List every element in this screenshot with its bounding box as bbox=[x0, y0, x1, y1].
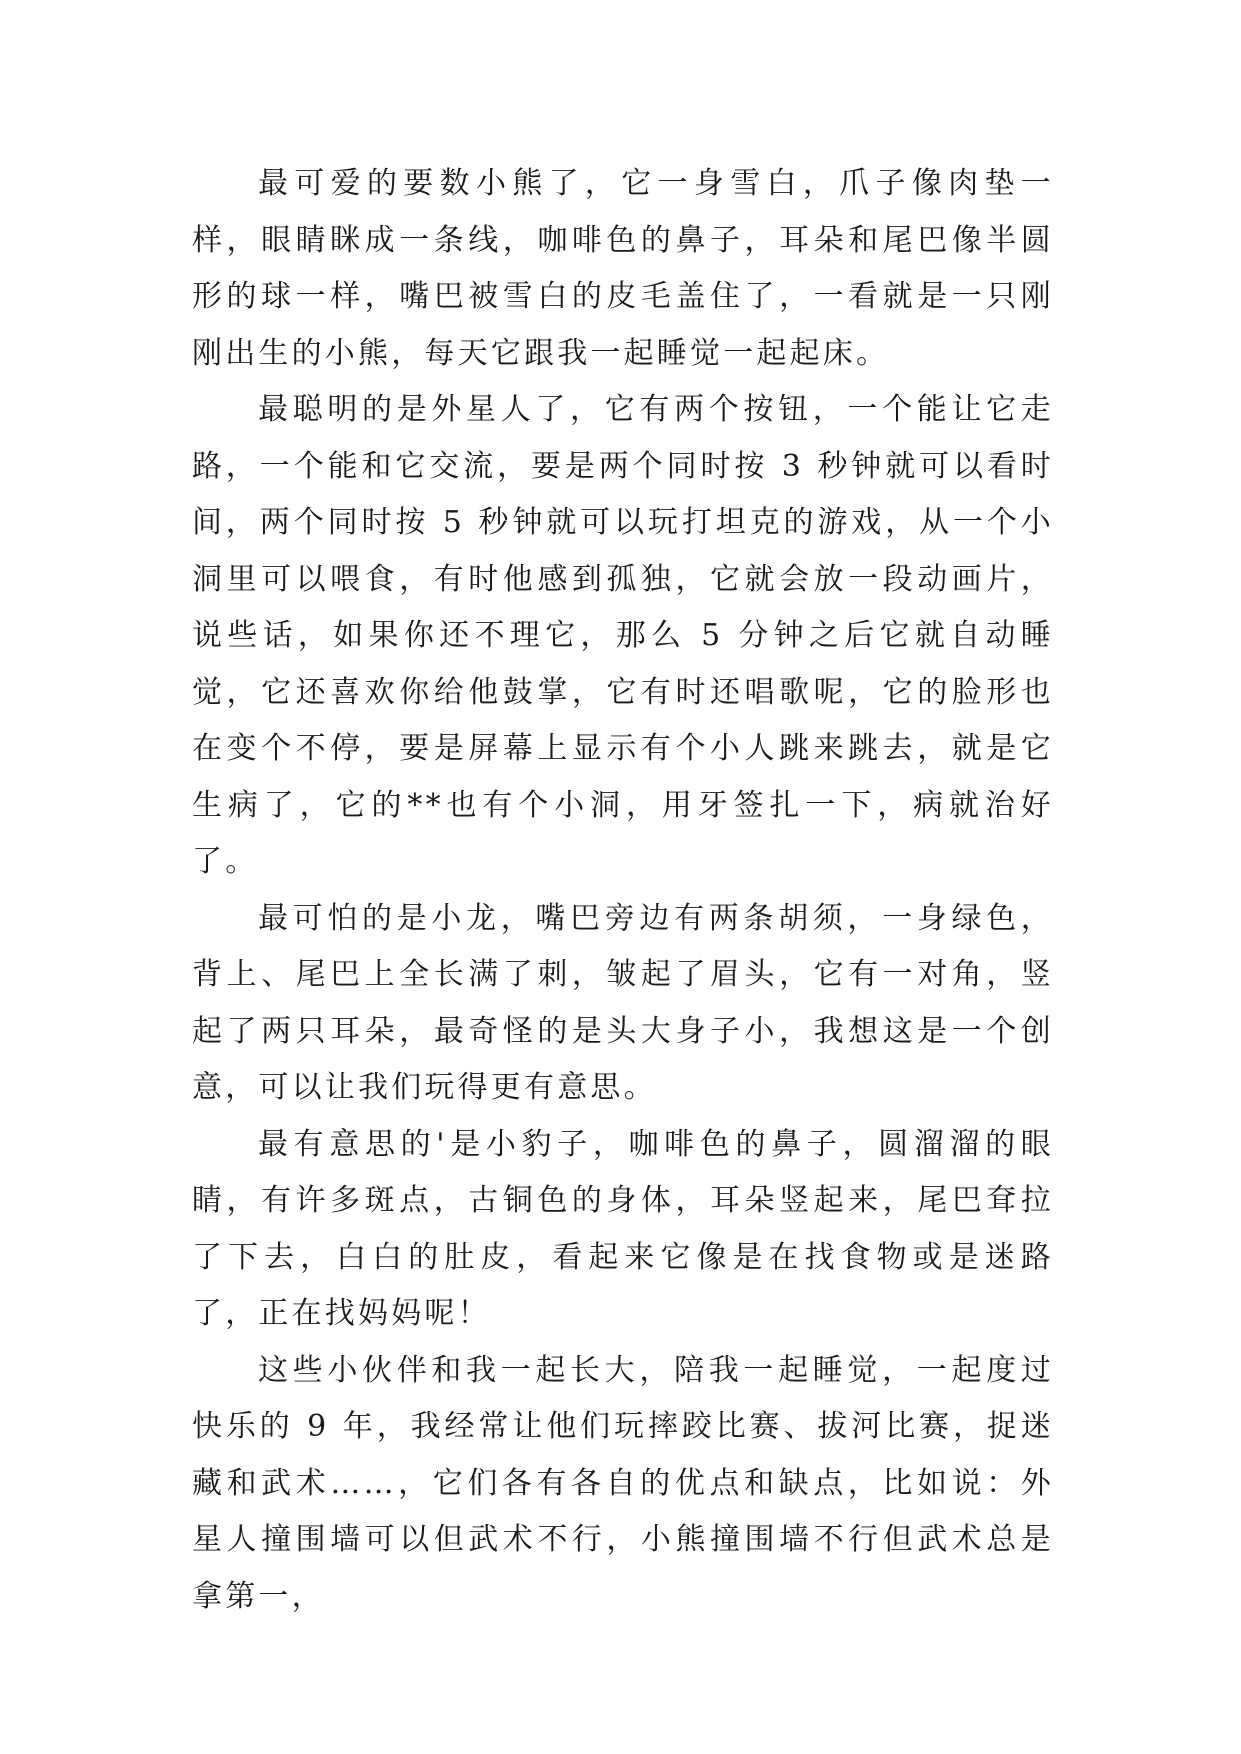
paragraph-growing-up: 这些小伙伴和我一起长大，陪我一起睡觉，一起度过快乐的 9 年，我经常让他们玩摔跤比赛、拔河比赛，捉迷藏和武术……，它们各有各自的优点和缺点，比如说：外星人撞围墙可以但武术不行，小熊撞围墙不行但武术总是拿第一， bbox=[192, 1352, 1054, 1614]
paragraph-alien: 最聪明的是外星人了，它有两个按钮，一个能让它走路，一个能和它交流，要是两个同时按 3 秒钟就可以看时间，两个同时按 5 秒钟就可以玩打坦克的游戏，从一个小洞里可以喂食，有时他感到孤独，它就会放一段动画片，说些话，如果你还不理它，那么 5 分钟之后它就自动睡觉，它还喜欢你给他鼓掌，它有时还唱歌呢，它的脸形也在变个不停，要是屏幕上显示有个小人跳来跳去，就是它生病了，它的**也有个小洞，用牙签扎一下，病就治好了。 bbox=[192, 392, 1054, 879]
paragraph-little-dragon: 最可怕的是小龙，嘴巴旁边有两条胡须，一身绿色，背上、尾巴上全长满了刺，皱起了眉头，它有一对角，竖起了两只耳朵，最奇怪的是头大身子小，我想这是一个创意，可以让我们玩得更有意思。 bbox=[192, 900, 1054, 1105]
paragraph-little-leopard: 最有意思的'是小豹子，咖啡色的鼻子，圆溜溜的眼睛，有许多斑点，古铜色的身体，耳朵竖起来，尾巴耷拉了下去，白白的肚皮，看起来它像是在找食物或是迷路了，正在找妈妈呢！ bbox=[192, 1126, 1054, 1331]
paragraph-little-bear: 最可爱的要数小熊了，它一身雪白，爪子像肉垫一样，眼睛眯成一条线，咖啡色的鼻子，耳朵和尾巴像半圆形的球一样，嘴巴被雪白的皮毛盖住了，一看就是一只刚刚出生的小熊，每天它跟我一起睡觉一起起床。 bbox=[192, 166, 1054, 371]
document-body bbox=[192, 156, 1054, 1625]
